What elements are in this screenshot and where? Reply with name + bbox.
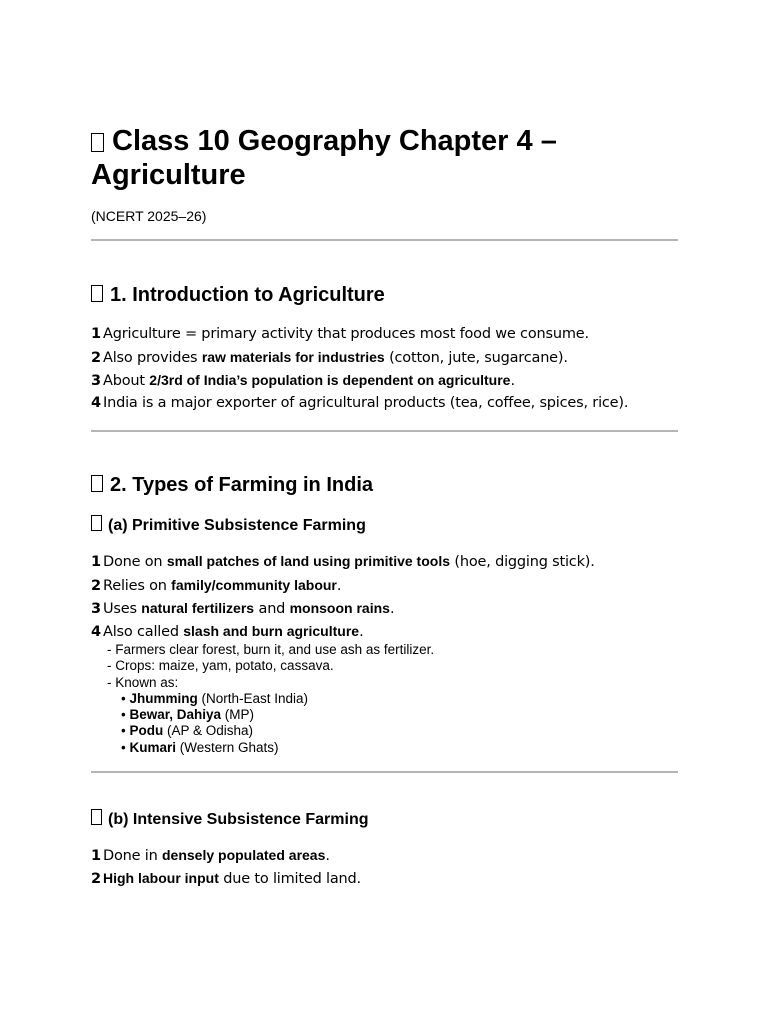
missing-glyph-icon (91, 285, 103, 302)
divider (91, 771, 678, 773)
list-item: 2 Also provides raw materials for industries (cotton, jute, sugarcane). (91, 349, 568, 366)
divider (91, 239, 678, 241)
bullet-item: • Kumari (Western Ghats) (121, 740, 279, 755)
list-item: 2 Relies on family/community labour. (91, 577, 342, 594)
list-item: 2 High labour input due to limited land. (91, 870, 361, 887)
list-item: 3 About 2/3rd of India’s population is dependent on agriculture. (91, 372, 515, 389)
subsection-heading-intensive: (b) Intensive Subsistence Farming (91, 809, 369, 830)
bullet-item: • Podu (AP & Odisha) (121, 723, 254, 738)
list-item: 1 Done on small patches of land using primitive tools (hoe, digging stick). (91, 553, 595, 570)
section-heading-introduction: 1. Introduction to Agriculture (91, 283, 385, 307)
missing-glyph-icon (91, 475, 103, 492)
section-heading-types-of-farming: 2. Types of Farming in India (91, 473, 373, 497)
list-item: 1 Done in densely populated areas. (91, 847, 330, 864)
list-item: 1 Agriculture = primary activity that produces most food we consume. (91, 326, 589, 342)
list-item: 4 India is a major exporter of agricultural products (tea, coffee, spices, rice). (91, 395, 629, 411)
divider (91, 430, 678, 432)
missing-glyph-icon (91, 515, 102, 531)
page-title: Class 10 Geography Chapter 4 – Agriculture (91, 125, 557, 191)
list-item: 3 Uses natural fertilizers and monsoon rains. (91, 600, 395, 617)
missing-glyph-icon (91, 133, 104, 152)
page-subtitle: (NCERT 2025–26) (91, 208, 207, 224)
list-item: 4 Also called slash and burn agriculture. (91, 623, 364, 640)
subsection-heading-primitive: (a) Primitive Subsistence Farming (91, 515, 366, 536)
bullet-item: • Jhumming (North-East India) (121, 691, 309, 706)
detail-line: - Known as: (107, 675, 179, 690)
detail-line: - Crops: maize, yam, potato, cassava. (107, 658, 334, 673)
detail-line: - Farmers clear forest, burn it, and use ash as fertilizer. (107, 642, 435, 657)
bullet-item: • Bewar, Dahiya (MP) (121, 707, 255, 722)
missing-glyph-icon (91, 809, 102, 825)
